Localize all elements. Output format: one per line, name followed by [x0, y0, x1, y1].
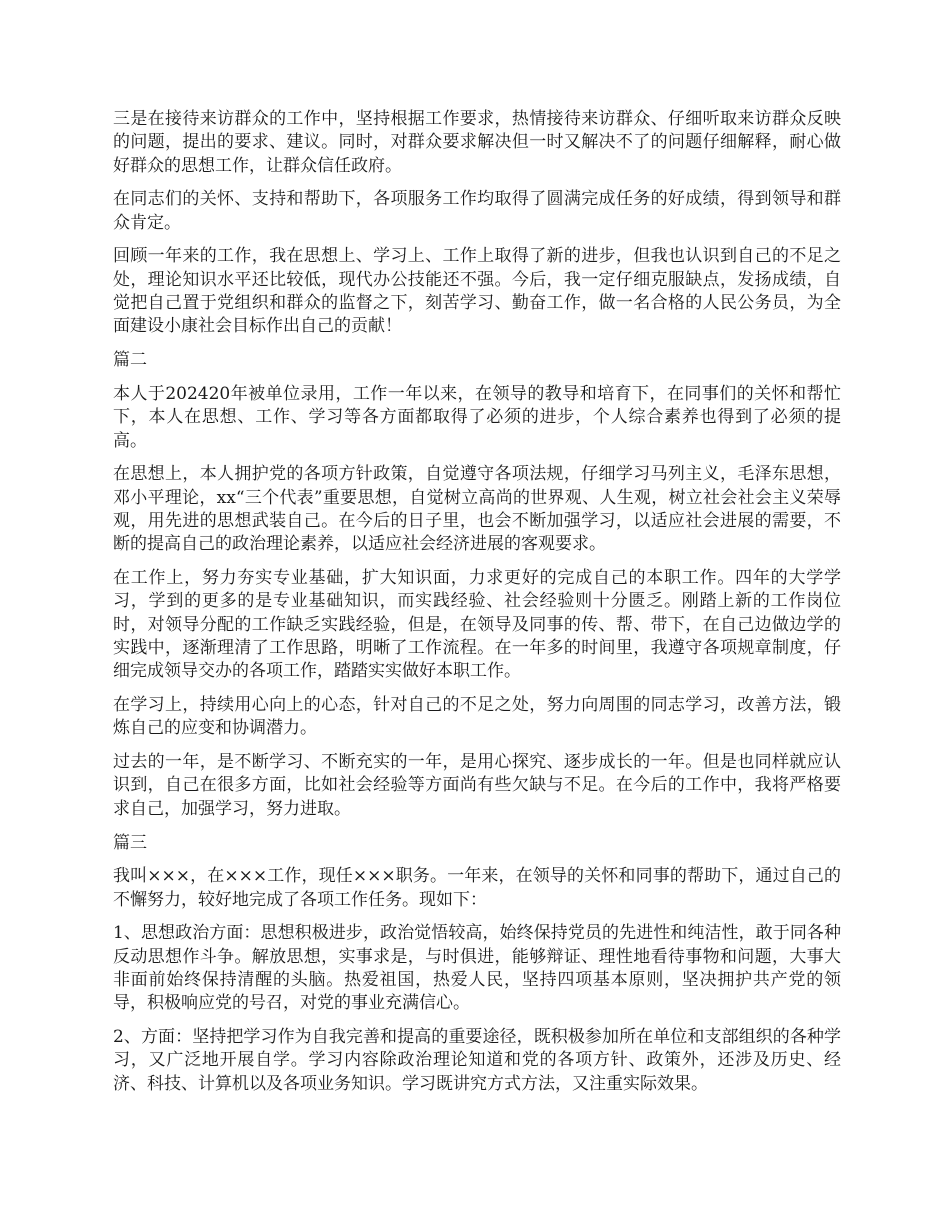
paragraph-learning: 2、方面：坚持把学习作为自我完善和提高的重要途径，既积极参加所在单位和支部组织的各种学习，又广泛地开展自学。学习内容除政治理论知道和党的各项方针、政策外，还涉及历史、经济、科技、计算机以及各项业务知识。学习既讲究方式方法，又注重实际效果。	[113, 1027, 841, 1094]
paragraph-achievements: 在同志们的关怀、支持和帮助下，各项服务工作均取得了圆满完成任务的好成绩，得到领导和群众肯定。	[113, 189, 841, 233]
paragraph-intro-part-two: 本人于202420年被单位录用，工作一年以来，在领导的教导和培育下，在同事们的关怀和帮忙下，本人在思想、工作、学习等各方面都取得了必须的进步，个人综合素养也得到了必须的提高。	[113, 383, 841, 451]
paragraph-intro-part-three: 我叫×××，在×××工作，现任×××职务。一年来，在领导的关怀和同事的帮助下，通过自己的不懈努力，较好地完成了各项工作任务。现如下：	[113, 866, 841, 910]
paragraph-reception-work: 三是在接待来访群众的工作中，坚持根据工作要求，热情接待来访群众、仔细听取来访群众反映的问题，提出的要求、建议。同时，对群众要求解决但一时又解决不了的问题仔细解释，耐心做好群众的思想工作，让群众信任政府。	[113, 109, 841, 176]
document-page	[113, 108, 841, 1106]
paragraph-work: 在工作上，努力夯实专业基础，扩大知识面，力求更好的完成自己的本职工作。四年的大学学习，学到的更多的是专业基础知识，而实践经验、社会经验则十分匮乏。刚踏上新的工作岗位时，对领导分配的工作缺乏实践经验，但是，在领导及同事的传、帮、带下，在自己边做边学的实践中，逐渐理清了工作思路，明晰了工作流程。在一年多的时间里，我遵守各项规章制度，仔细完成领导交办的各项工作，踏踏实实做好本职工作。	[113, 568, 841, 682]
paragraph-past-year: 过去的一年，是不断学习、不断充实的一年，是用心探究、逐步成长的一年。但是也同样就应认识到，自己在很多方面，比如社会经验等方面尚有些欠缺与不足。在今后的工作中，我将严格要求自己，加强学习，努力进取。	[113, 752, 841, 819]
paragraph-political-thought: 1、思想政治方面：思想积极进步，政治觉悟较高，始终保持党员的先进性和纯洁性，敢于同各种反动思想作斗争。解放思想，实事求是，与时俱进，能够辩证、理性地看待事物和问题，大事大非面前始终保持清醒的头脑。热爱祖国，热爱人民，坚持四项基本原则，坚决拥护共产党的领导，积极响应党的号召，对党的事业充满信心。	[113, 923, 841, 1014]
paragraph-study: 在学习上，持续用心向上的心态，针对自己的不足之处，努力向周围的同志学习，改善方法，锻炼自己的应变和协调潜力。	[113, 695, 841, 739]
section-heading-part-three: 篇三	[113, 832, 147, 853]
paragraph-review: 回顾一年来的工作，我在思想上、学习上、工作上取得了新的进步，但我也认识到自己的不足之处，理论知识水平还比较低，现代办公技能还不强。今后，我一定仔细克服缺点，发扬成绩，自觉把自己置于党组织和群众的监督之下，刻苦学习、勤奋工作，做一名合格的人民公务员，为全面建设小康社会目标作出自己的贡献！	[113, 246, 841, 337]
paragraph-thought: 在思想上，本人拥护党的各项方针政策，自觉遵守各项法规，仔细学习马列主义，毛泽东思想，邓小平理论，xx“三个代表”重要思想，自觉树立高尚的世界观、人生观，树立社会社会主义荣辱观，用先进的思想武装自己。在今后的日子里，也会不断加强学习，以适应社会进展的需要，不断的提高自己的政治理论素养，以适应社会经济进展的客观要求。	[113, 464, 841, 555]
section-heading-part-two: 篇二	[113, 350, 147, 371]
